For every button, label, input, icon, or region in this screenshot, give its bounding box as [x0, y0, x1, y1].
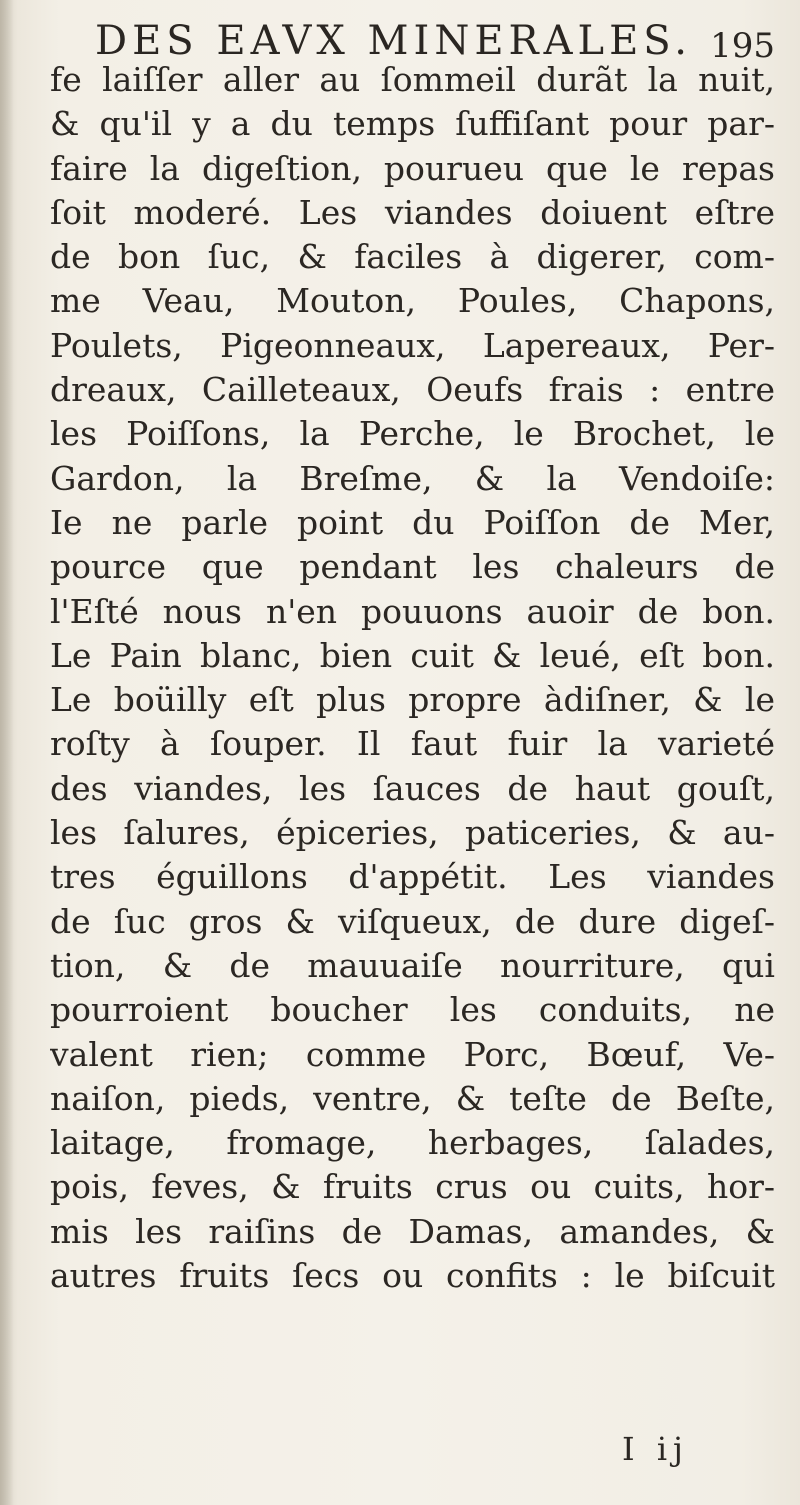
text-line: & qu'il y a du temps ſuffiſant pour par-: [50, 104, 775, 144]
text-line: me Veau, Mouton, Poules, Chapons,: [50, 281, 775, 321]
gutter-shadow: [0, 0, 14, 1505]
text-line: les Poiſſons, la Perche, le Brochet, le: [50, 414, 775, 454]
page-number: 195: [710, 26, 775, 66]
text-line: de bon ſuc, & faciles à digerer, com-: [50, 237, 775, 277]
body-text: [50, 58, 775, 1298]
text-line: valent rien; comme Porc, Bœuf, Ve-: [50, 1034, 775, 1074]
text-line: mis les raiſins de Damas, amandes, &: [50, 1211, 775, 1251]
text-line: fe laiſſer aller au ſommeil durãt la nuit,: [50, 60, 775, 99]
text-line: de ſuc gros & viſqueux, de dure digeſ-: [50, 901, 775, 941]
text-line: naiſon, pieds, ventre, & teſte de Beſte,: [50, 1078, 775, 1118]
text-line: Le Pain blanc, bien cuit & leué, eſt bon.: [50, 635, 775, 675]
text-line: pource que pendant les chaleurs de: [50, 547, 775, 587]
text-line: Gardon, la Breſme, & la Vendoiſe:: [50, 458, 775, 498]
text-line: l'Eſté nous n'en pouuons auoir de bon.: [50, 591, 775, 631]
text-line: des viandes, les ſauces de haut gouſt,: [50, 768, 775, 808]
running-head: DES EAVX MINERALES.: [95, 18, 692, 64]
text-line: dreaux, Cailleteaux, Oeufs frais : entre: [50, 370, 775, 410]
text-line: laitage, fromage, herbages, ſalades,: [50, 1123, 775, 1163]
signature-mark: I ij: [622, 1430, 689, 1468]
text-line: pois, feves, & fruits crus ou cuits, hor-: [50, 1167, 775, 1207]
text-line: Le boüilly eſt plus propre àdiſner, & le: [50, 680, 775, 720]
text-line: autres fruits ſecs ou confits : le biſcuit: [50, 1256, 775, 1296]
text-line: faire la digeſtion, pourueu que le repas: [50, 148, 775, 188]
text-line: Poulets, Pigeonneaux, Lapereaux, Per-: [50, 325, 775, 365]
text-line: les ſalures, épiceries, paticeries, & au-: [50, 813, 775, 853]
text-line: pourroient boucher les conduits, ne: [50, 990, 775, 1030]
text-line: tion, & de mauuaiſe nourriture, qui: [50, 945, 775, 985]
text-line: Ie ne parle point du Poiſſon de Mer,: [50, 502, 775, 542]
text-line: roſty à ſouper. Il faut fuir la varieté: [50, 724, 775, 764]
text-line: tres éguillons d'appétit. Les viandes: [50, 857, 775, 897]
text-line: ſoit moderé. Les viandes doiuent eſtre: [50, 192, 775, 232]
